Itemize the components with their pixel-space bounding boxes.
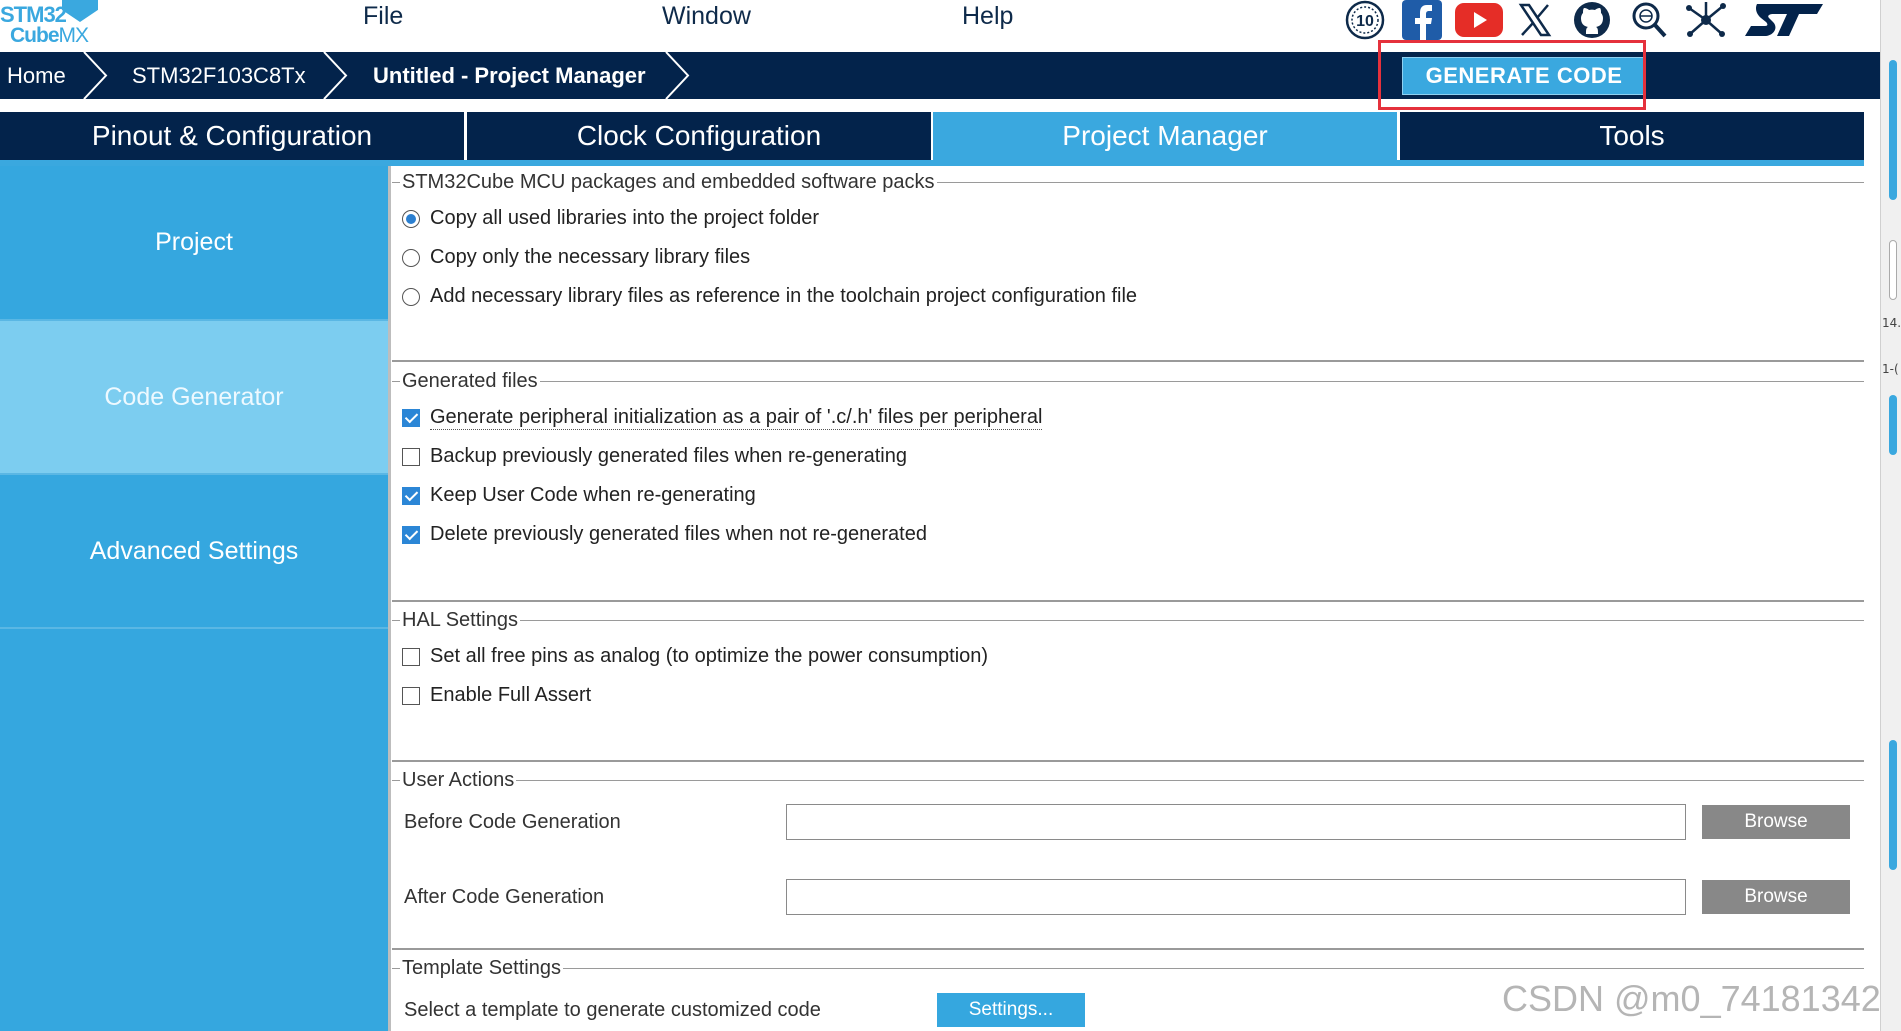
before-code-generation-label: Before Code Generation	[404, 811, 621, 833]
option-delete-previous-files[interactable]	[402, 523, 927, 546]
cube-logo-icon	[62, 0, 98, 22]
scrollbar-thumb[interactable]	[1889, 60, 1897, 200]
option-add-reference-files[interactable]	[402, 285, 1137, 308]
user-actions-group-title: User Actions	[402, 769, 515, 791]
tab-tools[interactable]: Tools	[1400, 112, 1864, 160]
checkbox[interactable]	[402, 409, 420, 427]
anniversary-10-icon[interactable]	[1340, 0, 1390, 40]
option-label: Set all free pins as analog (to optimize the power consumption)	[430, 645, 989, 667]
tab-clock-configuration[interactable]: Clock Configuration	[467, 112, 931, 160]
option-label: Backup previously generated files when re-generating	[430, 445, 907, 467]
option-label: Copy only the necessary library files	[430, 246, 751, 268]
breadcrumb-chevron-icon	[664, 52, 692, 99]
right-scrollbar[interactable]	[1880, 0, 1901, 1031]
scrollbar-segment	[1889, 240, 1897, 300]
search-globe-icon[interactable]	[1624, 0, 1674, 40]
option-keep-user-code[interactable]	[402, 484, 756, 507]
menu-window[interactable]: Window	[662, 2, 751, 30]
option-backup-generated-files[interactable]	[402, 445, 907, 468]
user-actions-group	[392, 769, 1864, 950]
checkbox[interactable]	[402, 687, 420, 705]
checkbox[interactable]	[402, 448, 420, 466]
option-enable-full-assert[interactable]	[402, 684, 591, 707]
generate-code-highlight	[1378, 40, 1646, 110]
logo-line2	[10, 24, 88, 48]
checkbox[interactable]	[402, 648, 420, 666]
checkbox[interactable]	[402, 487, 420, 505]
template-settings-group-title: Template Settings	[402, 957, 561, 979]
checkbox[interactable]	[402, 526, 420, 544]
browse-before-button[interactable]: Browse	[1702, 805, 1850, 839]
csdn-watermark: CSDN @m0_74181342	[1502, 978, 1881, 1019]
breadcrumb-chevron-icon	[82, 52, 110, 99]
option-label: Enable Full Assert	[430, 684, 592, 706]
radio-button[interactable]	[402, 288, 420, 306]
option-label: Copy all used libraries into the project folder	[430, 207, 820, 229]
side-scroll-text: 14.	[1882, 316, 1901, 330]
option-copy-all-libraries[interactable]	[402, 207, 819, 230]
option-label: Add necessary library files as reference in the toolchain project configuration file	[430, 285, 1138, 307]
stm32cubemx-logo	[0, 0, 100, 48]
browse-after-button[interactable]: Browse	[1702, 880, 1850, 914]
option-generate-peripheral-pairs[interactable]	[402, 406, 1042, 430]
sidebar	[0, 166, 388, 1031]
generate-code-button[interactable]: GENERATE CODE	[1402, 57, 1646, 95]
hal-settings-group	[392, 609, 1864, 762]
option-label: Generate peripheral initialization as a pair of '.c/.h' files per peripheral	[430, 406, 1043, 428]
github-icon[interactable]	[1567, 0, 1617, 40]
before-code-generation-input[interactable]	[786, 804, 1686, 840]
template-settings-label: Select a template to generate customized code	[404, 999, 821, 1021]
breadcrumb-project[interactable]: Untitled - Project Manager	[373, 62, 646, 88]
x-twitter-icon[interactable]	[1510, 0, 1560, 40]
tab-pinout-configuration[interactable]: Pinout & Configuration	[0, 112, 464, 160]
generated-files-group-title: Generated files	[402, 370, 538, 392]
main-tabs	[0, 112, 1864, 160]
hal-settings-group-title: HAL Settings	[402, 609, 518, 631]
option-copy-necessary-files[interactable]	[402, 246, 750, 269]
breadcrumb-home[interactable]: Home	[7, 62, 66, 88]
packages-group	[392, 171, 1864, 362]
after-code-generation-input[interactable]	[786, 879, 1686, 915]
after-code-generation-label: After Code Generation	[404, 886, 605, 908]
side-scroll-text: 1-(	[1882, 362, 1899, 376]
scrollbar-thumb[interactable]	[1889, 395, 1897, 455]
network-icon[interactable]	[1681, 0, 1731, 40]
breadcrumb-chevron-icon	[322, 52, 350, 99]
sidebar-item-project[interactable]: Project	[155, 228, 233, 256]
option-free-pins-analog[interactable]	[402, 645, 988, 668]
option-label: Delete previously generated files when not re-generated	[430, 523, 927, 545]
sidebar-item-advanced-settings[interactable]: Advanced Settings	[89, 536, 299, 565]
template-settings-button[interactable]: Settings...	[937, 993, 1085, 1027]
logo-cube-text: Cube	[10, 24, 59, 47]
logo-mx-text: MX	[58, 24, 88, 47]
tab-project-manager[interactable]: Project Manager	[933, 112, 1397, 160]
generated-files-group	[392, 370, 1864, 602]
menu-file[interactable]: File	[363, 2, 404, 30]
facebook-icon[interactable]	[1397, 0, 1447, 40]
radio-button[interactable]	[402, 210, 420, 228]
anniversary-number: 10	[1356, 13, 1374, 30]
youtube-icon[interactable]	[1454, 0, 1504, 40]
sidebar-item-code-generator[interactable]: Code Generator	[0, 321, 388, 473]
sidebar-divider	[0, 627, 388, 629]
menu-help[interactable]: Help	[962, 2, 1014, 30]
st-logo-icon[interactable]	[1742, 0, 1826, 40]
packages-group-title: STM32Cube MCU packages and embedded software packs	[402, 171, 935, 193]
breadcrumb-mcu[interactable]: STM32F103C8Tx	[132, 62, 306, 88]
scrollbar-thumb[interactable]	[1889, 740, 1897, 870]
option-label: Keep User Code when re-generating	[430, 484, 756, 506]
logo-line1: STM32	[0, 2, 66, 27]
radio-button[interactable]	[402, 249, 420, 267]
